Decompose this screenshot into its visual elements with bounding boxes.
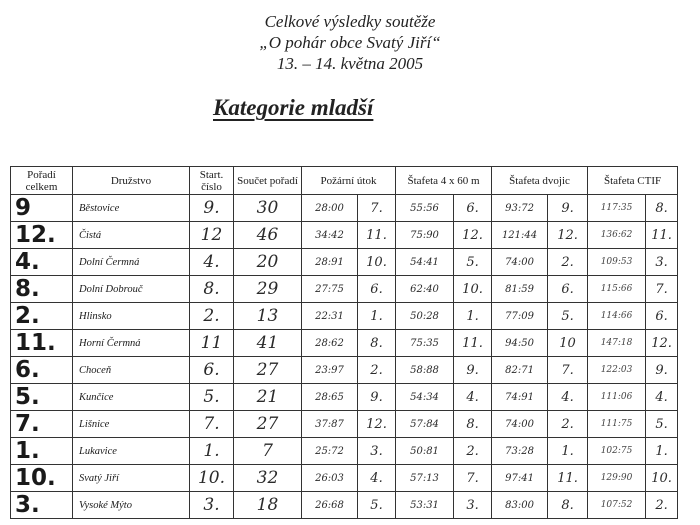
attack-time-cell: 28:00 [302, 195, 358, 222]
rank-cell: 11. [11, 330, 73, 357]
attack-time-cell: 27:75 [302, 276, 358, 303]
table-row [11, 384, 678, 411]
col-header-team: Družstvo [73, 167, 190, 195]
attack-time-cell: 37:87 [302, 411, 358, 438]
sum-cell: 27 [234, 411, 302, 438]
relay-pairs-rank-cell: 2. [548, 249, 588, 276]
team-cell: Horní Čermná [73, 330, 190, 357]
attack-rank-cell: 4. [358, 465, 396, 492]
start-number-cell: 6. [190, 357, 234, 384]
relay-ctif-time-cell: 117:35 [588, 195, 646, 222]
relay-4x60-time-cell: 57:13 [396, 465, 454, 492]
start-number-cell: 4. [190, 249, 234, 276]
start-number-cell: 7. [190, 411, 234, 438]
relay-ctif-rank-cell: 10. [646, 465, 678, 492]
team-cell: Hlinsko [73, 303, 190, 330]
relay-ctif-rank-cell: 8. [646, 195, 678, 222]
relay-4x60-time-cell: 55:56 [396, 195, 454, 222]
team-cell: Lukavice [73, 438, 190, 465]
attack-time-cell: 28:65 [302, 384, 358, 411]
relay-ctif-time-cell: 111:75 [588, 411, 646, 438]
col-header-relay-ctif: Štafeta CTIF [588, 167, 678, 195]
relay-pairs-rank-cell: 8. [548, 492, 588, 519]
relay-pairs-time-cell: 94:50 [492, 330, 548, 357]
team-cell: Kunčice [73, 384, 190, 411]
relay-pairs-time-cell: 81:59 [492, 276, 548, 303]
relay-pairs-time-cell: 74:00 [492, 411, 548, 438]
relay-4x60-time-cell: 50:28 [396, 303, 454, 330]
table-row [11, 249, 678, 276]
col-header-relay-4x60: Štafeta 4 x 60 m [396, 167, 492, 195]
attack-time-cell: 23:97 [302, 357, 358, 384]
relay-pairs-time-cell: 77:09 [492, 303, 548, 330]
relay-4x60-rank-cell: 10. [454, 276, 492, 303]
relay-ctif-rank-cell: 7. [646, 276, 678, 303]
relay-4x60-rank-cell: 6. [454, 195, 492, 222]
relay-4x60-time-cell: 54:34 [396, 384, 454, 411]
relay-pairs-rank-cell: 6. [548, 276, 588, 303]
relay-ctif-time-cell: 115:66 [588, 276, 646, 303]
start-number-cell: 2. [190, 303, 234, 330]
attack-rank-cell: 10. [358, 249, 396, 276]
attack-rank-cell: 7. [358, 195, 396, 222]
doc-title-line2: „O pohár obce Svatý Jiří“ [259, 33, 441, 52]
relay-4x60-rank-cell: 7. [454, 465, 492, 492]
doc-title-line1: Celkové výsledky soutěže [264, 12, 436, 31]
team-cell: Běstovice [73, 195, 190, 222]
relay-ctif-time-cell: 111:06 [588, 384, 646, 411]
start-number-cell: 10. [190, 465, 234, 492]
attack-rank-cell: 9. [358, 384, 396, 411]
relay-ctif-rank-cell: 3. [646, 249, 678, 276]
table-row [11, 492, 678, 519]
table-row [11, 276, 678, 303]
table-row [11, 411, 678, 438]
relay-pairs-rank-cell: 1. [548, 438, 588, 465]
relay-pairs-rank-cell: 2. [548, 411, 588, 438]
table-header-row [11, 167, 678, 195]
sum-cell: 7 [234, 438, 302, 465]
sum-cell: 29 [234, 276, 302, 303]
col-header-start: Start. číslo [190, 167, 234, 195]
rank-cell: 6. [11, 357, 73, 384]
team-cell: Vysoké Mýto [73, 492, 190, 519]
team-cell: Čistá [73, 222, 190, 249]
relay-ctif-time-cell: 109:53 [588, 249, 646, 276]
attack-rank-cell: 5. [358, 492, 396, 519]
team-cell: Choceň [73, 357, 190, 384]
sum-cell: 13 [234, 303, 302, 330]
sum-cell: 27 [234, 357, 302, 384]
relay-4x60-time-cell: 62:40 [396, 276, 454, 303]
attack-rank-cell: 1. [358, 303, 396, 330]
start-number-cell: 12 [190, 222, 234, 249]
relay-ctif-rank-cell: 6. [646, 303, 678, 330]
attack-time-cell: 28:62 [302, 330, 358, 357]
attack-time-cell: 22:31 [302, 303, 358, 330]
sum-cell: 46 [234, 222, 302, 249]
table-row [11, 438, 678, 465]
relay-pairs-time-cell: 83:00 [492, 492, 548, 519]
relay-4x60-rank-cell: 5. [454, 249, 492, 276]
relay-4x60-rank-cell: 9. [454, 357, 492, 384]
relay-pairs-rank-cell: 5. [548, 303, 588, 330]
start-number-cell: 9. [190, 195, 234, 222]
relay-pairs-time-cell: 97:41 [492, 465, 548, 492]
relay-4x60-time-cell: 58:88 [396, 357, 454, 384]
relay-4x60-rank-cell: 4. [454, 384, 492, 411]
relay-ctif-time-cell: 114:66 [588, 303, 646, 330]
rank-cell: 2. [11, 303, 73, 330]
rank-cell: 9 [11, 195, 73, 222]
col-header-relay-pairs: Štafeta dvojic [492, 167, 588, 195]
attack-rank-cell: 8. [358, 330, 396, 357]
attack-rank-cell: 11. [358, 222, 396, 249]
results-table [10, 166, 678, 519]
relay-pairs-rank-cell: 12. [548, 222, 588, 249]
relay-ctif-rank-cell: 4. [646, 384, 678, 411]
rank-cell: 8. [11, 276, 73, 303]
relay-pairs-time-cell: 74:91 [492, 384, 548, 411]
relay-4x60-rank-cell: 8. [454, 411, 492, 438]
sum-cell: 21 [234, 384, 302, 411]
relay-4x60-rank-cell: 12. [454, 222, 492, 249]
relay-pairs-rank-cell: 11. [548, 465, 588, 492]
relay-pairs-rank-cell: 7. [548, 357, 588, 384]
table-row [11, 303, 678, 330]
rank-cell: 3. [11, 492, 73, 519]
sum-cell: 18 [234, 492, 302, 519]
category-heading: Kategorie mladší [213, 95, 374, 120]
attack-rank-cell: 3. [358, 438, 396, 465]
attack-time-cell: 34:42 [302, 222, 358, 249]
relay-4x60-time-cell: 54:41 [396, 249, 454, 276]
relay-4x60-time-cell: 57:84 [396, 411, 454, 438]
relay-ctif-rank-cell: 5. [646, 411, 678, 438]
relay-ctif-time-cell: 136:62 [588, 222, 646, 249]
rank-cell: 10. [11, 465, 73, 492]
table-row [11, 195, 678, 222]
relay-pairs-time-cell: 74:00 [492, 249, 548, 276]
start-number-cell: 8. [190, 276, 234, 303]
relay-4x60-time-cell: 75:35 [396, 330, 454, 357]
start-number-cell: 11 [190, 330, 234, 357]
relay-4x60-time-cell: 75:90 [396, 222, 454, 249]
relay-ctif-rank-cell: 11. [646, 222, 678, 249]
relay-pairs-time-cell: 121:44 [492, 222, 548, 249]
relay-4x60-rank-cell: 11. [454, 330, 492, 357]
table-row [11, 357, 678, 384]
attack-time-cell: 28:91 [302, 249, 358, 276]
rank-cell: 1. [11, 438, 73, 465]
attack-rank-cell: 2. [358, 357, 396, 384]
relay-pairs-time-cell: 73:28 [492, 438, 548, 465]
relay-pairs-time-cell: 93:72 [492, 195, 548, 222]
col-header-attack: Požární útok [302, 167, 396, 195]
relay-pairs-time-cell: 82:71 [492, 357, 548, 384]
team-cell: Dolní Dobrouč [73, 276, 190, 303]
relay-4x60-time-cell: 53:31 [396, 492, 454, 519]
relay-ctif-rank-cell: 12. [646, 330, 678, 357]
relay-ctif-time-cell: 129:90 [588, 465, 646, 492]
col-header-rank: Pořadí celkem [11, 167, 73, 195]
sum-cell: 41 [234, 330, 302, 357]
relay-ctif-rank-cell: 1. [646, 438, 678, 465]
team-cell: Dolní Čermná [73, 249, 190, 276]
rank-cell: 7. [11, 411, 73, 438]
start-number-cell: 3. [190, 492, 234, 519]
team-cell: Lišnice [73, 411, 190, 438]
rank-cell: 12. [11, 222, 73, 249]
relay-4x60-rank-cell: 2. [454, 438, 492, 465]
start-number-cell: 1. [190, 438, 234, 465]
sum-cell: 32 [234, 465, 302, 492]
table-row [11, 222, 678, 249]
results-body [11, 195, 678, 519]
relay-ctif-time-cell: 147:18 [588, 330, 646, 357]
relay-ctif-time-cell: 102:75 [588, 438, 646, 465]
attack-rank-cell: 6. [358, 276, 396, 303]
relay-pairs-rank-cell: 9. [548, 195, 588, 222]
attack-time-cell: 26:03 [302, 465, 358, 492]
relay-ctif-time-cell: 107:52 [588, 492, 646, 519]
relay-4x60-rank-cell: 1. [454, 303, 492, 330]
doc-date: 13. – 14. května 2005 [276, 54, 424, 73]
relay-4x60-rank-cell: 3. [454, 492, 492, 519]
col-header-sum: Součet pořadí [234, 167, 302, 195]
sum-cell: 20 [234, 249, 302, 276]
rank-cell: 4. [11, 249, 73, 276]
rank-cell: 5. [11, 384, 73, 411]
attack-time-cell: 25:72 [302, 438, 358, 465]
table-row [11, 330, 678, 357]
relay-ctif-rank-cell: 9. [646, 357, 678, 384]
attack-rank-cell: 12. [358, 411, 396, 438]
relay-ctif-time-cell: 122:03 [588, 357, 646, 384]
sum-cell: 30 [234, 195, 302, 222]
relay-4x60-time-cell: 50:81 [396, 438, 454, 465]
start-number-cell: 5. [190, 384, 234, 411]
relay-pairs-rank-cell: 10 [548, 330, 588, 357]
table-row [11, 465, 678, 492]
team-cell: Svatý Jiří [73, 465, 190, 492]
attack-time-cell: 26:68 [302, 492, 358, 519]
relay-pairs-rank-cell: 4. [548, 384, 588, 411]
relay-ctif-rank-cell: 2. [646, 492, 678, 519]
